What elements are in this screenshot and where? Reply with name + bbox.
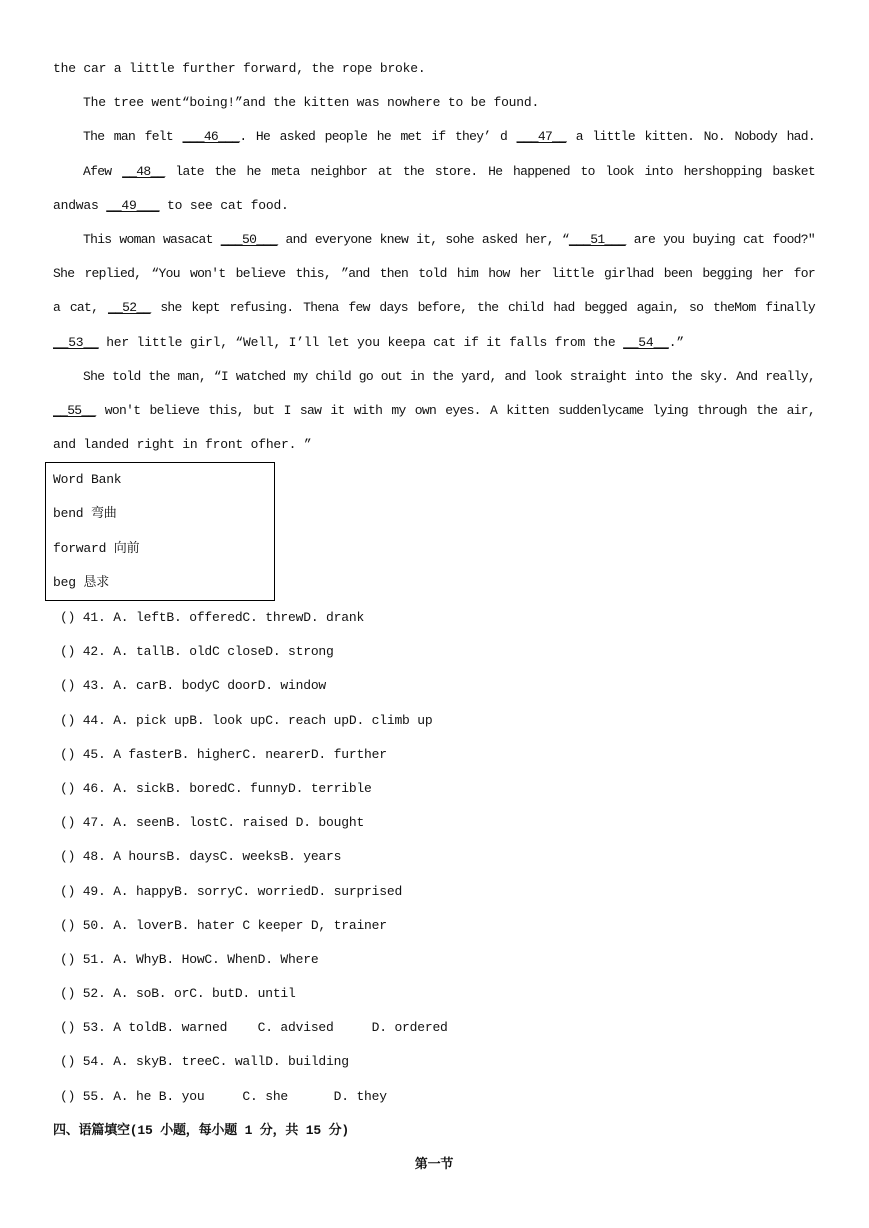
answer-bracket: () xyxy=(60,951,76,967)
question-text: 49. A. happyB. sorryC. worriedD. surprised xyxy=(82,883,403,899)
question-text: 45. A fasterB. higherC. nearerD. further xyxy=(82,746,387,762)
passage-line-10: She told the man, “I watched my child go out in the yard, and look straight into the sky. And really, xyxy=(83,368,815,384)
passage-line-11 xyxy=(53,394,815,428)
passage-text: Afew xyxy=(83,163,123,179)
question-47 xyxy=(53,806,815,840)
passage-text: won't believe this, but I saw it with my own eyes. A kitten suddenlycame lying through the air, xyxy=(95,402,815,418)
passage-text: and everyone knew it, sohe asked her, “ xyxy=(277,231,569,247)
question-text: 44. A. pick upB. look upC. reach upD. climb up xyxy=(82,712,433,728)
word-bank-entry: bend 弯曲 xyxy=(53,506,117,522)
answer-bracket: () xyxy=(60,1088,76,1104)
answer-bracket: () xyxy=(60,849,76,865)
passage-text: late the he meta neighbor at the store. He happened to look into hershopping basket xyxy=(164,163,815,179)
answer-bracket: () xyxy=(60,917,76,933)
passage-text: . He asked people he met if they’ d xyxy=(239,129,517,145)
question-text: 51. A. WhyB. HowC. WhenD. Where xyxy=(82,951,319,967)
question-text: 53. A toldB. warned C. advised D. ordered xyxy=(82,1020,448,1036)
question-54 xyxy=(53,1045,815,1079)
passage-line-3 xyxy=(53,120,815,154)
passage-text: The man felt xyxy=(83,129,183,145)
passage-text: she kept refusing. Thena few days before, the child had begged again, so theMom finally xyxy=(150,300,815,316)
cloze-passage xyxy=(53,52,815,462)
answer-bracket: () xyxy=(60,678,76,694)
page-content xyxy=(53,52,815,1182)
word-bank-title: Word Bank xyxy=(53,472,122,488)
answer-blank-53: __53__ xyxy=(53,334,99,350)
question-43 xyxy=(53,669,815,703)
question-text: 46. A. sickB. boredC. funnyD. terrible xyxy=(82,780,372,796)
subsection-heading: 第一节 xyxy=(414,1157,454,1172)
passage-line-9 xyxy=(53,326,815,360)
question-41 xyxy=(53,601,815,635)
question-text: 41. A. leftB. offeredC. threwD. drank xyxy=(82,610,365,625)
word-bank-entry: beg 恳求 xyxy=(53,574,110,590)
question-text: 47. A. seenB. lostC. raised D. bought xyxy=(82,815,365,831)
question-49 xyxy=(53,875,815,909)
passage-text: .” xyxy=(668,334,684,350)
question-48 xyxy=(53,840,815,874)
answer-bracket: () xyxy=(60,644,76,660)
passage-text: to see cat food. xyxy=(159,197,289,213)
answer-blank-52: __52__ xyxy=(107,300,151,316)
passage-text: a cat, xyxy=(53,300,108,316)
answer-bracket: () xyxy=(60,815,76,831)
passage-text: are you buying cat food?″ xyxy=(625,231,815,247)
question-46 xyxy=(53,772,815,806)
passage-text: This woman wasacat xyxy=(83,231,221,247)
word-bank-box xyxy=(45,462,275,601)
passage-line-8 xyxy=(53,291,815,325)
passage-line-7: She replied, “You won't believe this, ”and then told him how her little girlhad been begging her for xyxy=(53,266,815,282)
passage-line-4 xyxy=(53,155,815,189)
answer-blank-48: __48__ xyxy=(122,163,165,179)
question-44 xyxy=(53,704,815,738)
question-53 xyxy=(53,1011,815,1045)
passage-line-5 xyxy=(53,189,815,223)
answer-blank-49: __49___ xyxy=(106,197,160,213)
question-text: 50. A. loverB. hater C keeper D, trainer xyxy=(82,917,387,933)
answer-blank-54: __54__ xyxy=(623,334,669,350)
question-text: 48. A hoursB. daysC. weeksB. years xyxy=(82,849,342,865)
passage-line-2: The tree went“boing!”and the kitten was nowhere to be found. xyxy=(83,95,540,111)
word-bank-entry: forward 向前 xyxy=(53,540,140,556)
question-52 xyxy=(53,977,815,1011)
question-55 xyxy=(53,1080,815,1114)
passage-text: a little kitten. No. Nobody had. xyxy=(566,129,815,145)
passage-line-12: and landed right in front ofher. ” xyxy=(53,437,312,453)
question-45 xyxy=(53,738,815,772)
section-heading: 四、语篇填空(15 小题，每小题 1 分，共 15 分) xyxy=(53,1122,350,1138)
answer-bracket: () xyxy=(60,986,76,1002)
answer-bracket: () xyxy=(60,610,76,625)
answer-blank-55: __55__ xyxy=(53,402,96,418)
question-text: 55. A. he B. you C. she D. they xyxy=(82,1088,387,1104)
question-text: 52. A. soB. orC. butD. until xyxy=(82,986,296,1002)
question-text: 43. A. carB. bodyC doorD. window xyxy=(82,678,327,694)
answer-blank-51: ___51___ xyxy=(568,231,626,247)
passage-text: andwas xyxy=(53,197,107,213)
answer-bracket: () xyxy=(60,1020,76,1036)
answer-bracket: () xyxy=(60,712,76,728)
question-text: 42. A. tallB. oldC closeD. strong xyxy=(82,644,334,660)
answer-blank-50: ___50___ xyxy=(220,231,278,247)
question-51 xyxy=(53,943,815,977)
answer-bracket: () xyxy=(60,1054,76,1070)
question-text: 54. A. skyB. treeC. wallD. building xyxy=(82,1054,349,1070)
passage-text: her little girl, “Well, I’ll let you keepa cat if it falls from the xyxy=(98,334,624,350)
passage-line-6 xyxy=(53,223,815,257)
answer-bracket: () xyxy=(60,780,76,796)
answer-blank-46: ___46___ xyxy=(182,129,240,145)
question-42 xyxy=(53,635,815,669)
answer-blank-47: ___47__ xyxy=(516,129,567,145)
answer-bracket: () xyxy=(60,883,76,899)
question-50 xyxy=(53,909,815,943)
question-list xyxy=(53,601,815,1114)
answer-bracket: () xyxy=(60,746,76,762)
passage-line-1: the car a little further forward, the rope broke. xyxy=(53,61,426,76)
